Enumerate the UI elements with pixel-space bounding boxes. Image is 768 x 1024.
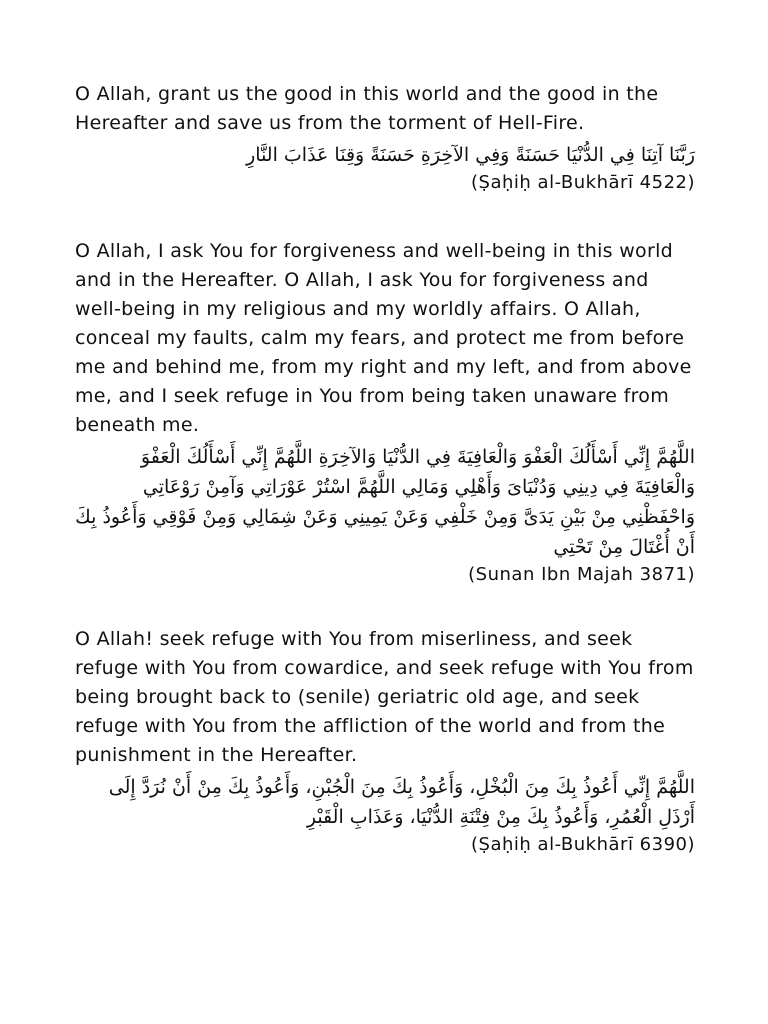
arabic-text: اللَّهُمَّ إِنِّي أَسْأَلُكَ الْعَفْوَ وَالْعَافِيَةَ فِي الدُّنْيَا وَالآخِرَةِ اللَّهُمَّ إِنِّي أَسْأَلُكَ الْعَفْوَ وَالْعَافِيَةَ فِي دِينِي وَدُنْيَاىَ وَأَهْلِي وَمَالِي اللَّهُمَّ اسْتُرْ عَوْرَاتِي وَآمِنْ رَوْعَاتِي وَاحْفَظْنِي مِنْ بَيْنِ يَدَىَّ وَمِنْ خَلْفِي وَعَنْ يَمِينِي وَعَنْ شِمَالِي وَمِنْ فَوْقِي وَأَعُوذُ بِكَ أَنْ أُغْتَالَ مِنْ تَحْتِي [75, 446, 695, 558]
arabic-text: رَبَّنَا آتِنَا فِي الدُّنْيَا حَسَنَةً وَفِي الآخِرَةِ حَسَنَةً وَقِنَا عَذَابَ النَّارِ [246, 144, 695, 166]
dua-entry [75, 625, 695, 858]
english-translation: O Allah, I ask You for forgiveness and well-being in this world and in the Hereafter. O Allah, I ask You for forgiveness and well-being in my religious and my worldly affairs. O Allah, conceal my faults, calm my fears, and protect me from before me and behind me, from my right and my left, and from above me, and I seek refuge in You from being taken unaware from beneath me. [75, 240, 692, 436]
dua-entry [75, 80, 695, 196]
hadith-reference: (Sunan Ibn Majah 3871) [468, 564, 695, 585]
hadith-reference: (Ṣaḥiḥ al-Bukhārī 4522) [471, 172, 695, 193]
english-translation: O Allah, grant us the good in this world and the good in the Hereafter and save us from the torment of Hell-Fire. [75, 83, 659, 134]
dua-entry [75, 237, 695, 588]
english-translation: O Allah! seek refuge with You from miserliness, and seek refuge with You from cowardice, and seek refuge with You from being brought back to (senile) geriatric old age, and seek refuge with You from the affliction of the world and from the punishment in the Hereafter. [75, 628, 694, 766]
hadith-reference: (Ṣaḥiḥ al-Bukhārī 6390) [471, 834, 695, 855]
arabic-text: اللَّهُمَّ إِنِّي أَعُوذُ بِكَ مِنَ الْبُخْلِ، وَأَعُوذُ بِكَ مِنَ الْجُبْنِ، وَأَعُوذُ بِكَ مِنْ أَنْ نُرَدَّ إِلَى أَرْذَلِ الْعُمُرِ، وَأَعُوذُ بِكَ مِنْ فِتْنَةِ الدُّنْيَا، وَعَذَابِ الْقَبْرِ [108, 776, 695, 828]
